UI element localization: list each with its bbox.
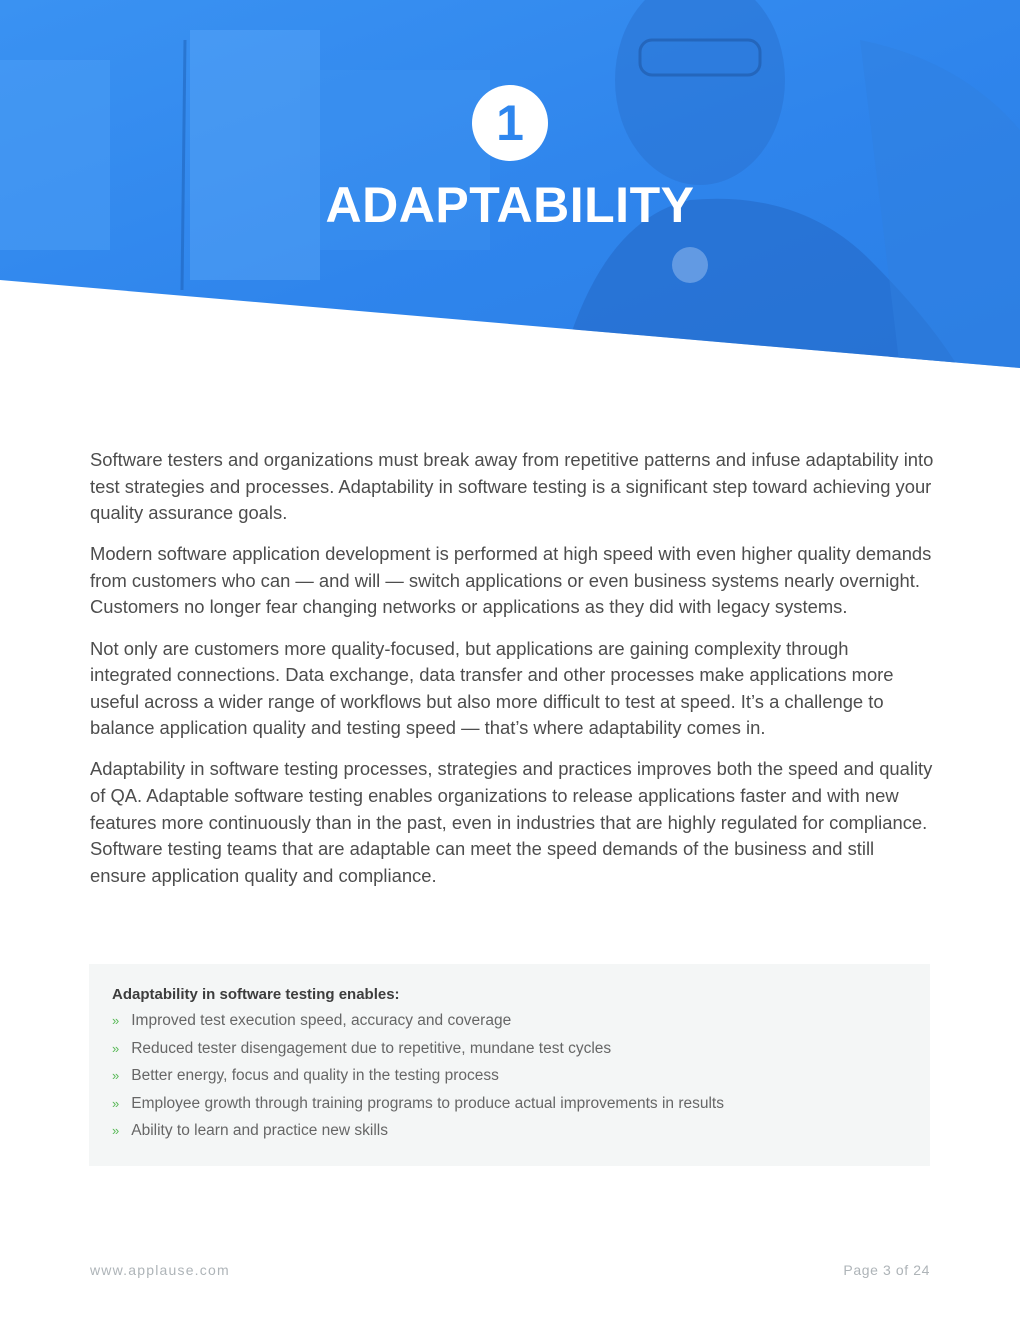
list-item-text: Employee growth through training programs to produce actual improvements in results bbox=[131, 1094, 724, 1112]
list-item-text: Improved test execution speed, accuracy and coverage bbox=[131, 1012, 512, 1029]
list-item bbox=[112, 1065, 724, 1093]
body-paragraph: Modern software application development is performed at high speed with even higher quality demands from customers who can — and will — switch applications or even business systems nearly overnight. Customers no longer fear changing networks or applications as they did with legacy systems. bbox=[90, 543, 932, 618]
callout-box bbox=[89, 964, 930, 1166]
list-item-text: Ability to learn and practice new skills bbox=[131, 1122, 388, 1139]
bullet-icon: » bbox=[112, 1123, 120, 1138]
list-item bbox=[112, 1010, 724, 1038]
list-item bbox=[112, 1038, 724, 1066]
bullet-icon: » bbox=[112, 1095, 120, 1111]
body-paragraph: Software testers and organizations must break away from repetitive patterns and infuse adaptability into test strategies and processes. Adaptability in software testing is a significant step toward achieving your quality assurance goals. bbox=[90, 449, 934, 524]
list-item bbox=[112, 1120, 724, 1148]
bullet-icon: » bbox=[112, 1013, 120, 1028]
list-item-text: Reduced tester disengagement due to repetitive, mundane test cycles bbox=[131, 1039, 612, 1057]
hero-banner bbox=[0, 0, 1020, 370]
list-item bbox=[112, 1093, 724, 1121]
list-item-text: Better energy, focus and quality in the testing process bbox=[131, 1067, 499, 1084]
body-paragraph: Not only are customers more quality-focused, but applications are gaining complexity through integrated connections. Data exchange, data transfer and other processes make applications more useful across a wider range of workflows but also more difficult to test at speed. It’s a challenge to balance application quality and testing speed — that’s where adaptability comes in. bbox=[90, 637, 894, 739]
bullet-icon: » bbox=[112, 1040, 120, 1056]
callout-list bbox=[112, 1010, 724, 1148]
section-number-badge: 1 bbox=[472, 85, 548, 161]
body-paragraph: Adaptability in software testing processes, strategies and practices improves both the speed and quality of QA. Adaptable software testing enables organizations to release applications faster and with new features more continuously than in the past, even in industries that are highly regulated for compliance. Software testing teams that are adaptable can meet the speed demands of the business and still ensure application quality and compliance. bbox=[90, 758, 933, 886]
page-title: ADAPTABILITY bbox=[325, 177, 695, 233]
body-text bbox=[90, 447, 935, 904]
footer-page-number: Page 3 of 24 bbox=[843, 1262, 930, 1278]
callout-heading: Adaptability in software testing enables: bbox=[112, 986, 400, 1003]
footer-website-link[interactable]: www.applause.com bbox=[90, 1262, 230, 1278]
bullet-icon: » bbox=[112, 1068, 120, 1083]
